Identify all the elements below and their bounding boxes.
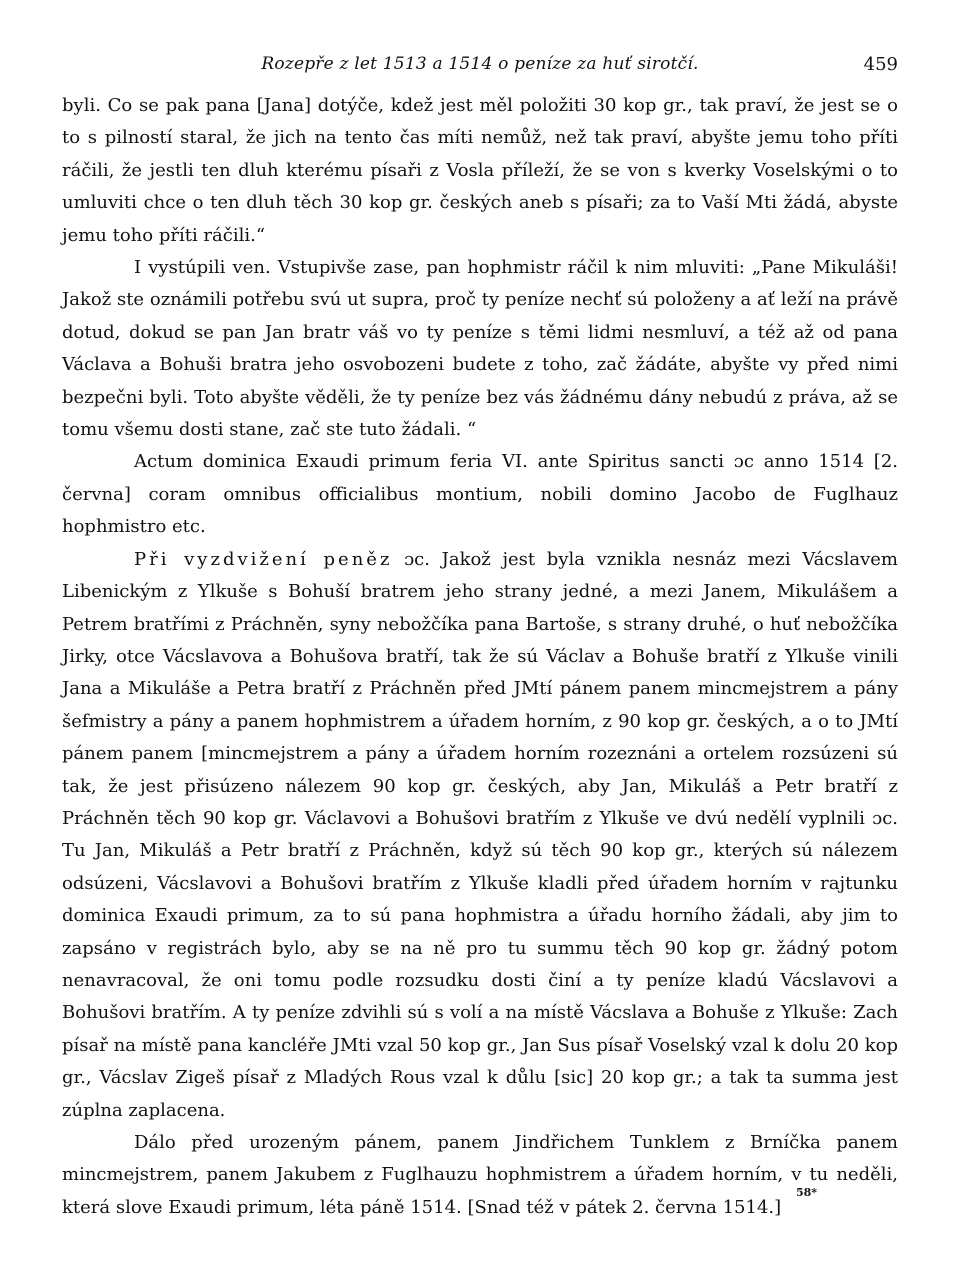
paragraph-dalo xyxy=(62,1127,898,1224)
running-title: Rozepře z let 1513 a 1514 o peníze za huť sirotčí. xyxy=(261,54,699,74)
paragraph-continuation xyxy=(62,90,898,252)
signature-mark: 58* xyxy=(796,1186,818,1199)
paragraph-text: Dálo před urozeným pánem, panem Jindřichem Tunklem z Brníčka panem mincmejstrem, panem Jakubem z Fuglhauzu hophmistrem a úřadem horním, v tu neděli, která slove Exaudi primum, léta páně 1514. [Snad též v pátek 2. června 1514.] xyxy=(62,1132,898,1218)
paragraph-hophmistr-speech xyxy=(62,252,898,446)
document-page xyxy=(62,48,898,1224)
page-number: 459 xyxy=(863,54,898,75)
paragraph-actum xyxy=(62,446,898,543)
paragraph-text: ɔc. Jakož jest byla vznikla nesnáz mezi Vácslavem Libenickým z Ylkuše s Bohuší bratrem jeho strany jedné, a mezi Janem, Mikulášem a Petrem bratřími z Práchněn, syny nebožčíka pana Bartoše, s strany druhé, o huť nebožčíka Jirky, otce Vácslavova a Bohušova bratří, tak že sú Václav a Bohuše bratří z Ylkuše vinili Jana a Mikuláše a Petra bratří z Práchněn před JMtí pánem panem mincmejstrem a pány šefmistry a pány a panem hophmistrem a úřadem horním, z 90 kop gr. českých, a o to JMtí pánem panem [mincmejstrem a pány a úřadem horním rozeznáni a ortelem rozsúzeni sú tak, že jest přisúzeno nálezem 90 kop gr. českých, aby Jan, Mikuláš a Petr bratří z Práchněn těch 90 kop gr. Václavovi a Bohušovi bratřím z Ylkuše ve dvú nedělí vyplnili ɔc. Tu Jan, Mikuláš a Petr bratří z Práchněn, když sú těch 90 kop gr., kterých sú nálezem odsúzeni, Vácslavovi a Bohušovi bratřím z Ylkuše kladli před úřadem horním v rajtunku dominica Exaudi primum, za to sú pana hophmistra a úřadu horního žádali, aby jim to zapsáno v registrách bylo, aby se na ně pro tu summu těch 90 kop gr. žádný potom nenavracoval, že oni tomu podle rozsudku dosti činí a ty peníze kladú Vácslavovi a Bohušovi bratřím. A ty peníze zdvihli sú s volí a na místě Vácslava a Bohuše z Ylkuše: Zach písař na místě pana kancléře JMti vzal 50 kop gr., Jan Sus písař Voselský vzal k dolu 20 kop gr., Vácslav Zigeš písař z Mladých Rous vzal k důlu [sic] 20 kop gr.; a tak ta summa jest zúplna zaplacena. xyxy=(62,548,899,1121)
section-lead-heading: Při vyzdvižení peněz xyxy=(134,548,393,570)
paragraph-text: Actum dominica Exaudi primum feria VI. ante Spiritus sancti ɔc anno 1514 [2. června] coram omnibus officialibus montium, nobili domino Jacobo de Fuglhauz hophmistro etc. xyxy=(62,451,898,538)
paragraph-vyzdvizeni xyxy=(62,544,898,1127)
page-header xyxy=(62,48,898,82)
paragraph-text: I vystúpili ven. Vstupivše zase, pan hophmistr ráčil k nim mluviti: „Pane Mikuláši! Jakož ste oznámili potřebu svú ut supra, proč ty peníze nechť sú položeny a ať leží na právě dotud, dokud se pan Jan bratr váš vo ty peníze s těmi lidmi nesmluví, a též až od pana Václava a Bohuši bratra jeho osvobozeni budete z toho, zač žádáte, abyšte vy před nimi bezpečni byli. Toto abyšte věděli, že ty peníze bez vás žádnému dány nebudú z práva, až se tomu všemu dosti stane, zač ste tuto žádali. “ xyxy=(62,257,898,441)
paragraph-text: byli. Co se pak pana [Jana] dotýče, kdež jest měl položiti 30 kop gr., tak praví, že jest se o to s pilností staral, že jich na tento čas míti nemůž, než tak praví, abyšte jemu toho příti ráčili, že jestli ten dluh kterému písaři z Vosla příleží, že se von s kverky Voselskými o to umluviti chce o ten dluh těch 30 kop gr. českých aneb s písaři; za to Vaší Mti žádá, abyste jemu toho příti ráčili.“ xyxy=(62,95,898,246)
